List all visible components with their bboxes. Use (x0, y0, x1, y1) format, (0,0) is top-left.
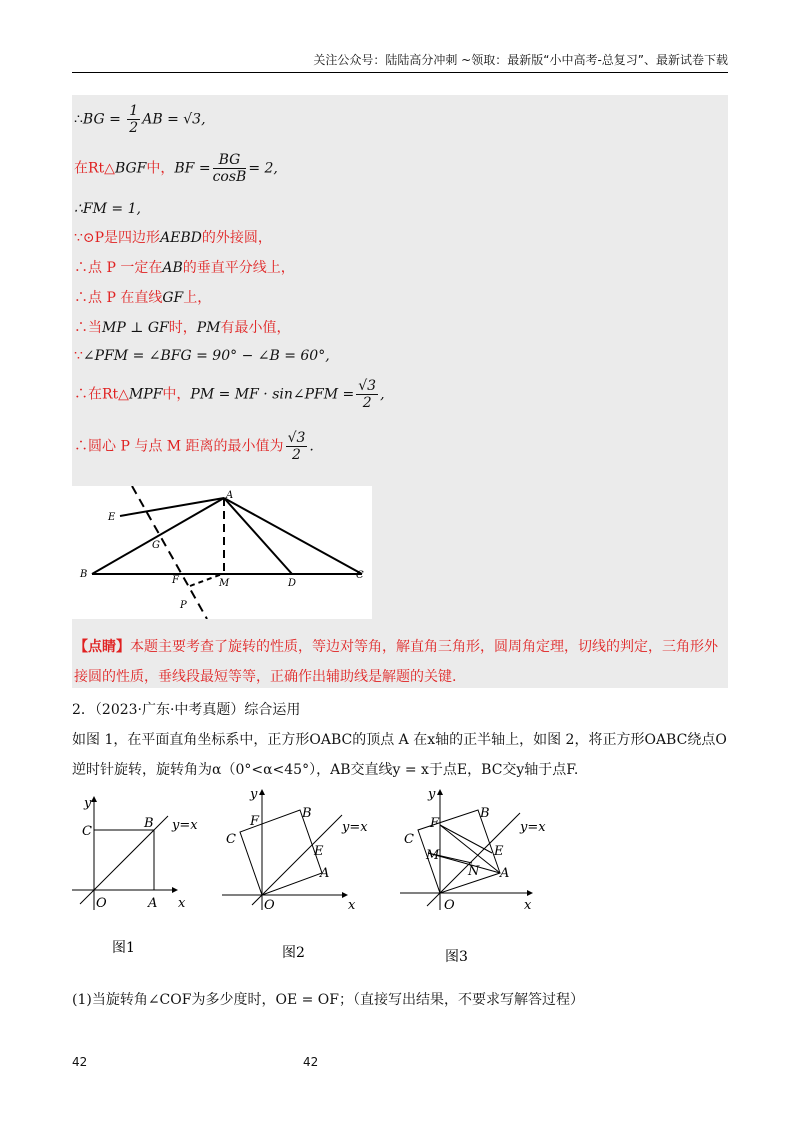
point-b: B (144, 816, 154, 831)
math: BG (82, 111, 105, 128)
solution-line-1 (74, 103, 206, 136)
axis-y-label: y (250, 787, 258, 802)
math: , (380, 386, 385, 403)
math: PM (196, 320, 221, 336)
text: 有最小值， (220, 320, 291, 336)
text: 的垂直平分线上， (182, 260, 295, 276)
solution-line-10 (74, 430, 314, 463)
solution-line-4 (74, 228, 272, 248)
problem-line-2: 逆时针旋转，旋转角为α（0°<α<45°），AB交直线y = x于点E，BC交y轴于点F. (72, 762, 579, 778)
therefore-symbol: ∴ (74, 111, 83, 128)
point-f: F (430, 816, 440, 831)
point-o: O (96, 896, 107, 911)
fraction (127, 103, 140, 136)
problem-title: 2．（2023·广东·中考真题）综合运用 (72, 702, 301, 718)
line-label: y=x (172, 818, 198, 833)
point-a: A (148, 896, 158, 911)
math: MPF (128, 386, 163, 403)
key-point-note (74, 632, 724, 692)
problem-line-1: 如图 1，在平面直角坐标系中，正方形OABC的顶点 A 在x轴的正半轴上，如图 2，将正方形OABC绕点O (72, 732, 727, 748)
text: 时， (168, 320, 197, 336)
point-a: A (500, 866, 510, 881)
axis-y-label: y (428, 787, 436, 802)
denominator: 2 (129, 120, 139, 136)
math: BF = (174, 160, 211, 177)
text: ∵ (74, 348, 83, 364)
axis-x-label: x (178, 896, 186, 911)
math: = (104, 111, 126, 128)
label-a: A (226, 490, 234, 501)
page-number-right: 42 (303, 1055, 319, 1069)
axis-y-label: y (84, 796, 92, 811)
point-e: E (314, 844, 324, 859)
numerator: BG (213, 152, 247, 169)
math: GF (162, 290, 184, 306)
fraction (286, 430, 308, 463)
figure-1 (72, 797, 177, 910)
segment-pm (190, 574, 222, 586)
header-text: 关注公众号：陆陆高分冲刺 ~领取：最新版“小中高考-总复习”、最新试卷下载 (313, 53, 728, 67)
solution-line-9 (74, 378, 385, 411)
label-d: D (288, 578, 297, 589)
coordinate-figures-svg (72, 785, 552, 975)
point-o: O (444, 898, 455, 913)
figure-3-caption: 图3 (445, 949, 468, 965)
fraction (356, 378, 378, 411)
point-e: E (494, 844, 504, 859)
point-b: B (480, 806, 490, 821)
denominator: 2 (292, 447, 301, 463)
point-o: O (264, 898, 275, 913)
text: 中， (146, 160, 175, 177)
text: ∴当 (74, 320, 102, 336)
denominator: 2 (362, 395, 372, 411)
question-1: (1)当旋转角∠COF为多少度时，OE = OF；（直接写出结果，不要求写解答过程） (72, 992, 584, 1008)
numerator: √3 (358, 378, 377, 394)
denominator: cosB (212, 169, 247, 185)
solution-line-7 (74, 318, 290, 338)
text: ∴在Rt△ (74, 386, 129, 403)
math: AB = √3, (142, 111, 206, 128)
math: MP ⊥ GF (102, 320, 169, 336)
math: AB (162, 260, 183, 276)
math: BGF (114, 160, 147, 177)
label-p: P (180, 600, 187, 611)
line-y-eq-x (80, 816, 168, 904)
line-label: y=x (342, 820, 368, 835)
label-m: M (219, 578, 230, 589)
solution-line-2 (74, 152, 278, 185)
text: 上， (183, 290, 212, 306)
solution-line-3 (74, 199, 141, 219)
text: ∴点 P 在直线 (74, 290, 163, 306)
figure-2 (222, 790, 347, 910)
text: 中， (162, 386, 191, 403)
axis-x-label: x (348, 898, 356, 913)
segment-ad (224, 498, 292, 574)
solution-line-5 (74, 258, 295, 278)
figure-3 (400, 790, 532, 910)
label-f: F (172, 575, 179, 586)
solution-line-6 (74, 288, 211, 308)
point-c: C (404, 832, 414, 847)
math: AEBD (160, 230, 202, 246)
geometry-svg (72, 486, 372, 619)
note-tag: 【点睛】 (74, 639, 130, 655)
label-c: C (356, 570, 364, 581)
text: ∴点 P 一定在 (74, 260, 163, 276)
math: . (309, 438, 314, 455)
label-e: E (108, 512, 116, 523)
text: ∵⊙P是四边形 (74, 230, 161, 246)
coordinate-figures (72, 785, 552, 975)
math: ∠PFM = ∠BFG = 90° − ∠B = 60°, (82, 348, 330, 364)
numerator: √3 (287, 430, 306, 446)
math: ∴FM = 1, (74, 201, 141, 217)
solution-line-8 (74, 346, 330, 366)
point-m: M (426, 848, 440, 863)
geometry-figure (72, 486, 372, 619)
numerator: 1 (129, 103, 139, 119)
label-b: B (80, 569, 88, 580)
segment-ac (224, 498, 362, 574)
text: ∴圆心 P 与点 M 距离的最小值为 (74, 438, 284, 455)
point-b: B (302, 806, 312, 821)
line-y-eq-x (252, 815, 342, 905)
point-c: C (82, 824, 92, 839)
axis-x-label: x (524, 898, 532, 913)
math: = 2, (248, 160, 278, 177)
figure-2-caption: 图2 (282, 945, 305, 961)
line-y-eq-x (427, 813, 520, 906)
point-c: C (226, 832, 236, 847)
line-label: y=x (520, 820, 546, 835)
page-number-left: 42 (72, 1055, 88, 1069)
label-g: G (152, 540, 160, 551)
point-f: F (250, 814, 260, 829)
point-n: N (468, 864, 480, 879)
text: 的外接圆， (201, 230, 272, 246)
figure-1-caption: 图1 (112, 940, 135, 956)
math: PM = MF · sin∠PFM = (190, 386, 355, 403)
page-header (72, 50, 728, 73)
text: 在Rt△ (74, 160, 115, 177)
line-gf (132, 486, 207, 619)
note-text: 本题主要考查了旋转的性质，等边对等角，解直角三角形，圆周角定理，切线的判定，三角形外接圆的性质，垂线段最短等等，正确作出辅助线是解题的关键. (74, 639, 718, 685)
point-a: A (320, 866, 330, 881)
fraction (213, 152, 247, 185)
